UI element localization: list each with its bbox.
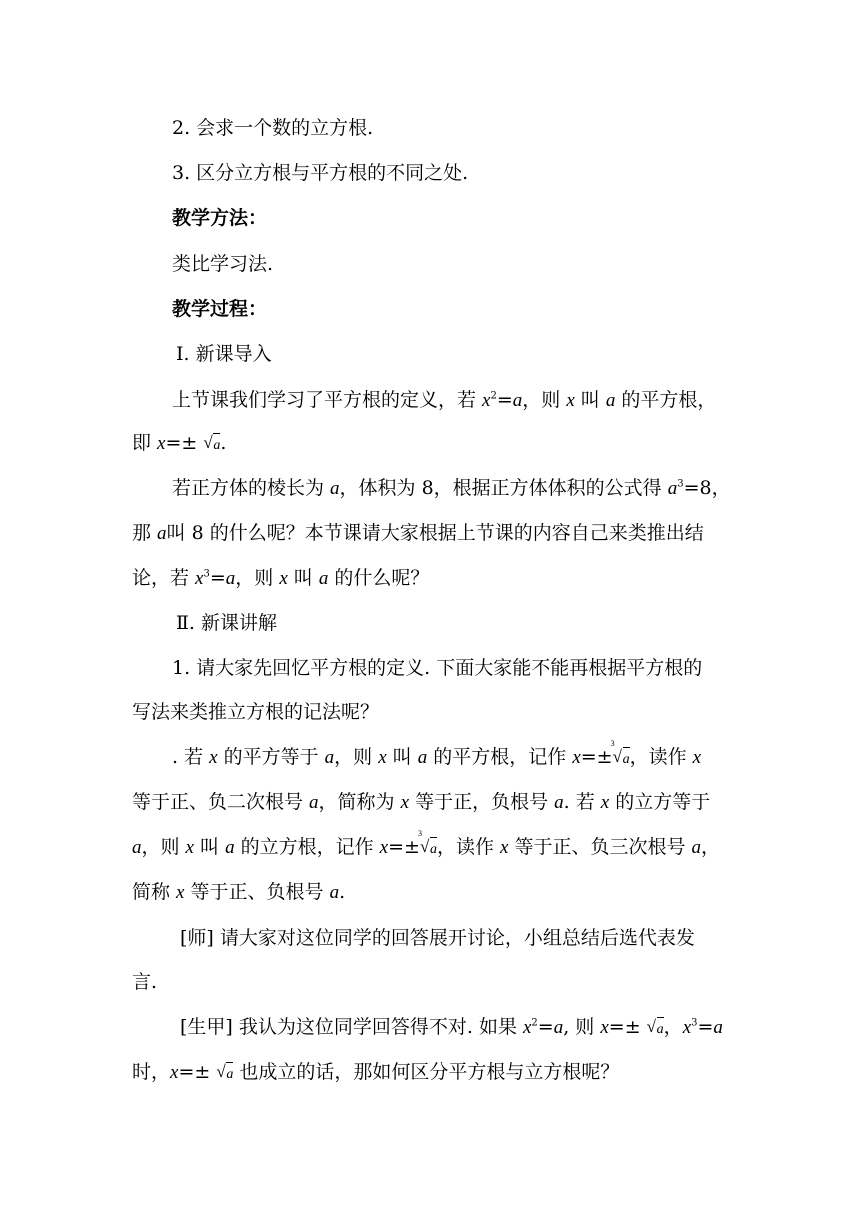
paragraph-2-line-3: 论，若 $x^3=a$，则 x 叫 a 的什么呢？ [132,567,430,589]
paragraph-4-line-3: a，则 x 叫 a 的立方根，记作 x=± √ 3 a，读作 x 等于正、负三次根号 a， [132,835,732,862]
paragraph-6-line-1: [生甲] 我认为这位同学回答得不对. 如果 $x^2=a$, 则 x=± √ a，$x^3=a$ [180,1015,780,1042]
paragraph-1-line-2: 即 x=± √ a. [132,431,732,458]
sqrt-a-3: √ a [216,1063,233,1087]
sqrt-a-2: √ a [647,1018,664,1042]
cube-root-a: √ 3 a [613,748,630,772]
cube-root-a-2: √ 3 a [420,838,437,862]
section2-title: Ⅱ. 新课讲解 [176,612,277,634]
paragraph-5-line-2: 言. [132,971,158,993]
objective-3: 3. 区分立方根与平方根的不同之处. [172,162,469,184]
paragraph-4-line-4: 简称 x 等于正、负根号 a. [132,881,346,903]
sqrt-a: √ a [203,434,220,458]
method-heading: 教学方法： [172,207,268,229]
method-text: 类比学习法. [172,253,274,275]
paragraph-1-line-1: 上节课我们学习了平方根的定义，若 $x^2=a$，则 x 叫 a 的平方根， [172,389,717,411]
paragraph-6-line-2: 时，x=± √ a 也成立的话，那如何区分平方根与立方根呢？ [132,1060,732,1087]
paragraph-2-line-2: 那 a叫 8 的什么呢？本节课请大家根据上节课的内容自己来类推出结 [132,522,704,544]
section1-title: Ⅰ. 新课导入 [176,343,272,365]
objective-2: 2. 会求一个数的立方根. [172,117,374,139]
paragraph-3-line-1: 1. 请大家先回忆平方根的定义. 下面大家能不能再根据平方根的 [172,657,703,679]
paragraph-4-line-1: . 若 x 的平方等于 a，则 x 叫 a 的平方根，记作 x=± √ 3 a，读作 x [172,745,772,772]
paragraph-5-line-1: [师] 请大家对这位同学的回答展开讨论，小组总结后选代表发 [180,927,695,949]
paragraph-2-line-1: 若正方体的棱长为 a，体积为 8，根据正方体体积的公式得 $a^3=8$， [172,477,731,499]
process-heading: 教学过程： [172,298,268,320]
paragraph-3-line-2: 写法来类推立方根的记法呢？ [132,701,380,723]
paragraph-4-line-2: 等于正、负二次根号 a，简称为 x 等于正，负根号 a. 若 x 的立方等于 [132,791,711,813]
